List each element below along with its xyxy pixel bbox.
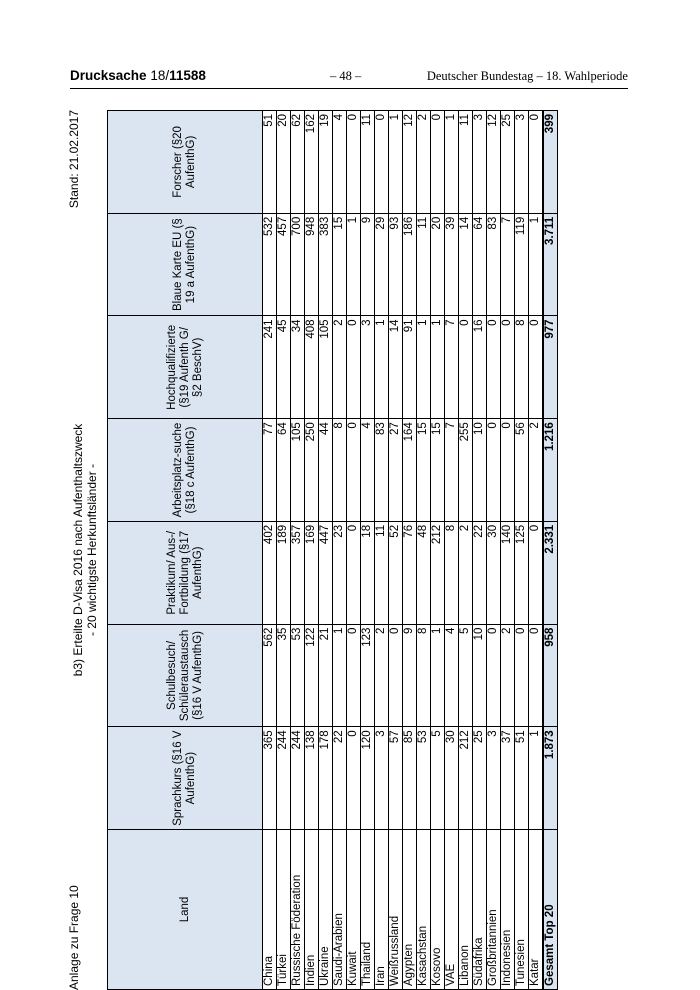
value-cell: 2 [459,521,473,624]
value-cell: 3 [361,316,375,419]
value-cell: 0 [431,111,445,214]
value-cell: 0 [347,111,361,214]
country-cell: Katar [529,830,544,990]
value-cell: 29 [375,213,389,316]
table-row [417,111,431,990]
header-schulbesuch: Schulbesuch/ Schüleraustausch (§16 V AufenthG) [108,624,263,727]
value-cell: 0 [347,521,361,624]
total-value: 3.711 [543,213,558,316]
country-cell: Iran [375,830,389,990]
table-row [305,111,319,990]
value-cell: 15 [417,419,431,522]
value-cell: 1 [431,316,445,419]
value-cell: 562 [263,624,277,727]
country-cell: Indonesien [501,830,515,990]
total-label: Gesamt Top 20 [543,830,558,990]
table-row [459,111,473,990]
table-row [487,111,501,990]
value-cell: 14 [459,213,473,316]
value-cell: 22 [333,727,347,830]
value-cell: 45 [277,316,291,419]
table-header-row [108,111,263,990]
value-cell: 9 [361,213,375,316]
value-cell: 0 [389,624,403,727]
value-cell: 25 [473,727,487,830]
value-cell: 12 [403,111,417,214]
page-number: – 48 – [330,69,362,83]
value-cell: 39 [445,213,459,316]
value-cell: 365 [263,727,277,830]
value-cell: 64 [277,419,291,522]
value-cell: 56 [515,419,529,522]
value-cell: 5 [459,624,473,727]
value-cell: 120 [361,727,375,830]
value-cell: 178 [319,727,333,830]
table-row [361,111,375,990]
value-cell: 0 [529,521,544,624]
table-row [515,111,529,990]
total-value: 958 [543,624,558,727]
value-cell: 77 [263,419,277,522]
value-cell: 53 [417,727,431,830]
header-hochqualifizierte: Hochqualifizierte (§19 Aufenth G/ §2 BeschV) [108,316,263,419]
total-value: 1.873 [543,727,558,830]
table-row [375,111,389,990]
value-cell: 0 [487,316,501,419]
value-cell: 4 [361,419,375,522]
drucksache-label: Drucksache 18/11588 [70,68,206,83]
total-value: 399 [543,111,558,214]
value-cell: 64 [473,213,487,316]
value-cell: 123 [361,624,375,727]
value-cell: 189 [277,521,291,624]
value-cell: 1 [529,213,544,316]
country-cell: Weißrussland [389,830,403,990]
total-value: 2.331 [543,521,558,624]
value-cell: 10 [473,419,487,522]
value-cell: 948 [305,213,319,316]
value-cell: 5 [431,727,445,830]
value-cell: 4 [445,624,459,727]
value-cell: 14 [389,316,403,419]
value-cell: 105 [319,316,333,419]
value-cell: 16 [473,316,487,419]
value-cell: 2 [375,624,389,727]
country-cell: Kuwait [347,830,361,990]
value-cell: 1 [417,316,431,419]
value-cell: 0 [347,316,361,419]
table-row [347,111,361,990]
value-cell: 119 [515,213,529,316]
value-cell: 12 [487,111,501,214]
value-cell: 212 [459,727,473,830]
value-cell: 3 [515,111,529,214]
value-cell: 3 [473,111,487,214]
value-cell: 8 [417,624,431,727]
value-cell: 0 [459,316,473,419]
value-cell: 0 [501,316,515,419]
value-cell: 532 [263,213,277,316]
value-cell: 3 [375,727,389,830]
value-cell: 0 [501,419,515,522]
wahlperiode-label: Deutscher Bundestag – 18. Wahlperiode [426,69,628,83]
value-cell: 383 [319,213,333,316]
value-cell: 105 [291,419,305,522]
value-cell: 8 [445,521,459,624]
value-cell: 7 [445,419,459,522]
value-cell: 91 [403,316,417,419]
table-row [389,111,403,990]
value-cell: 83 [375,419,389,522]
table-row [403,111,417,990]
table-row [319,111,333,990]
value-cell: 402 [263,521,277,624]
total-value: 1.216 [543,419,558,522]
value-cell: 2 [417,111,431,214]
value-cell: 0 [487,624,501,727]
value-cell: 20 [277,111,291,214]
value-cell: 85 [403,727,417,830]
value-cell: 57 [389,727,403,830]
value-cell: 4 [333,111,347,214]
table-row [473,111,487,990]
value-cell: 62 [291,111,305,214]
value-cell: 164 [403,419,417,522]
value-cell: 53 [291,624,305,727]
value-cell: 2 [529,419,544,522]
table-row [333,111,347,990]
title-line-2: - 20 wichtigste Herkunftsländer - [85,463,99,637]
value-cell: 52 [389,521,403,624]
value-cell: 122 [305,624,319,727]
header-praktikum: Praktikum/ Aus-/ Fortbildung (§17 AufenthG) [108,521,263,624]
value-cell: 37 [501,727,515,830]
total-value: 977 [543,316,558,419]
value-cell: 357 [291,521,305,624]
value-cell: 30 [445,727,459,830]
value-cell: 0 [515,624,529,727]
value-cell: 1 [347,213,361,316]
value-cell: 241 [263,316,277,419]
value-cell: 408 [305,316,319,419]
value-cell: 15 [333,213,347,316]
value-cell: 8 [515,316,529,419]
country-cell: Russische Föderation [291,830,305,990]
country-cell: China [263,830,277,990]
value-cell: 8 [333,419,347,522]
value-cell: 0 [529,111,544,214]
value-cell: 7 [501,213,515,316]
value-cell: 34 [291,316,305,419]
value-cell: 700 [291,213,305,316]
country-cell: Tunesien [515,830,529,990]
table-row [501,111,515,990]
value-cell: 9 [403,624,417,727]
country-cell: Indien [305,830,319,990]
value-cell: 3 [487,727,501,830]
table-row [277,111,291,990]
value-cell: 169 [305,521,319,624]
country-cell: Kosovo [431,830,445,990]
country-cell: Saudi-Arabien [333,830,347,990]
value-cell: 51 [263,111,277,214]
value-cell: 10 [473,624,487,727]
country-cell: Ägypten [403,830,417,990]
title-line-1: b3) Erteilte D-Visa 2016 nach Aufenthaltszweck [71,423,85,677]
value-cell: 7 [445,316,459,419]
country-cell: Großbritannien [487,830,501,990]
value-cell: 76 [403,521,417,624]
header-arbeitsplatzsuche: Arbeitsplatz-suche (§18 c AufenthG) [108,419,263,522]
value-cell: 0 [529,316,544,419]
value-cell: 23 [333,521,347,624]
country-cell: Kasachstan [417,830,431,990]
value-cell: 0 [529,624,544,727]
value-cell: 11 [417,213,431,316]
value-cell: 35 [277,624,291,727]
value-cell: 1 [431,624,445,727]
value-cell: 250 [305,419,319,522]
visa-table [107,110,558,990]
rotated-content [45,110,635,990]
value-cell: 0 [375,111,389,214]
value-cell: 457 [277,213,291,316]
table-row [529,111,544,990]
table-title [71,110,99,990]
value-cell: 20 [431,213,445,316]
table-row [445,111,459,990]
country-cell: Ukraine [319,830,333,990]
value-cell: 18 [361,521,375,624]
value-cell: 447 [319,521,333,624]
table-row [291,111,305,990]
header-rule [70,88,628,89]
table-row [431,111,445,990]
value-cell: 125 [515,521,529,624]
value-cell: 0 [347,624,361,727]
value-cell: 22 [473,521,487,624]
value-cell: 44 [319,419,333,522]
value-cell: 51 [515,727,529,830]
country-cell: Türkei [277,830,291,990]
anlage-label: Anlage zu Frage 10 [67,885,81,990]
header-land: Land [108,830,263,990]
value-cell: 2 [333,316,347,419]
table-row [263,111,277,990]
value-cell: 1 [333,624,347,727]
value-cell: 1 [375,316,389,419]
value-cell: 83 [487,213,501,316]
value-cell: 27 [389,419,403,522]
value-cell: 1 [389,111,403,214]
value-cell: 186 [403,213,417,316]
value-cell: 48 [417,521,431,624]
stand-date: Stand: 21.02.2017 [67,110,81,209]
value-cell: 0 [347,419,361,522]
value-cell: 0 [487,419,501,522]
page-header [70,68,628,88]
country-cell: VAE [445,830,459,990]
value-cell: 162 [305,111,319,214]
value-cell: 0 [347,727,361,830]
value-cell: 212 [431,521,445,624]
value-cell: 1 [529,727,544,830]
value-cell: 11 [375,521,389,624]
country-cell: Libanon [459,830,473,990]
value-cell: 255 [459,419,473,522]
country-cell: Südafrika [473,830,487,990]
value-cell: 21 [319,624,333,727]
header-forscher: Forscher (§20 AufenthG) [108,111,263,214]
value-cell: 11 [361,111,375,214]
value-cell: 15 [431,419,445,522]
value-cell: 19 [319,111,333,214]
value-cell: 140 [501,521,515,624]
value-cell: 244 [291,727,305,830]
country-cell: Thailand [361,830,375,990]
value-cell: 11 [459,111,473,214]
value-cell: 1 [445,111,459,214]
value-cell: 93 [389,213,403,316]
header-sprachkurs: Sprachkurs (§16 V AufenthG) [108,727,263,830]
value-cell: 30 [487,521,501,624]
value-cell: 244 [277,727,291,830]
header-blaue-karte: Blaue Karte EU (§ 19 a AufenthG) [108,213,263,316]
value-cell: 25 [501,111,515,214]
total-row [543,111,558,990]
value-cell: 138 [305,727,319,830]
value-cell: 2 [501,624,515,727]
